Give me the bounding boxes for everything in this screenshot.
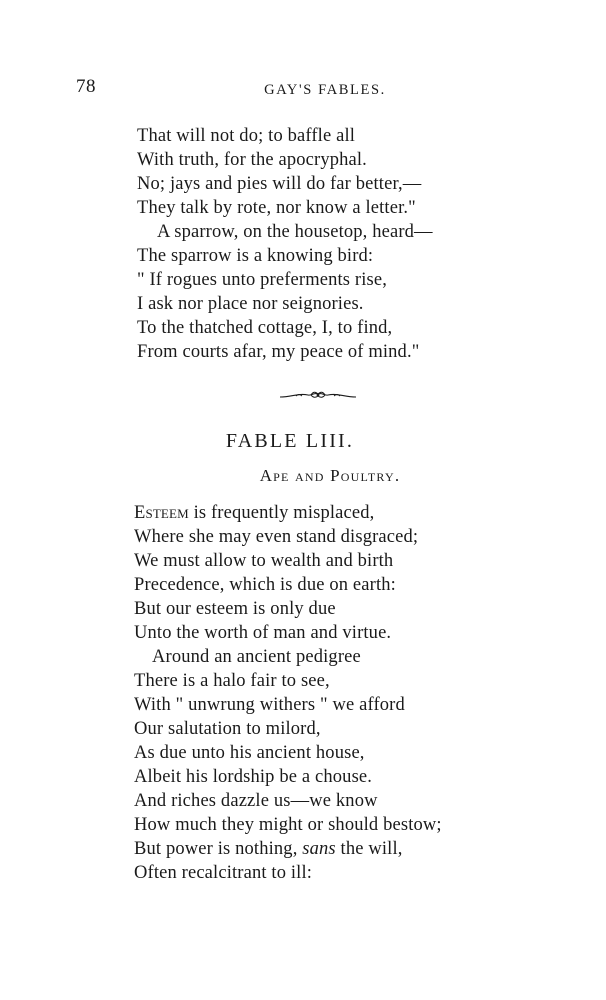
verse-line: With truth, for the apocryphal. <box>137 150 367 170</box>
verse-line <box>134 501 374 525</box>
verse-line-text: is frequently misplaced, <box>188 503 375 523</box>
verse-line: There is a halo fair to see, <box>134 671 330 691</box>
fable-subtitle: Ape and Poultry. <box>259 466 401 485</box>
verse-line: Around an ancient pedigree <box>152 647 361 667</box>
verse-line: With " unwrung withers " we afford <box>134 695 405 715</box>
verse-line: Precedence, which is due on earth: <box>134 575 396 595</box>
verse-line: Where she may even stand disgraced; <box>134 527 419 547</box>
verse-line: No; jays and pies will do far better,— <box>137 174 422 194</box>
fable-title: FABLE LIII. <box>225 430 355 452</box>
verse-line: Often recalcitrant to ill: <box>134 863 313 883</box>
running-header: GAY'S FABLES. <box>264 82 386 98</box>
verse-line: And riches dazzle us—we know <box>134 791 378 811</box>
verse-line: I ask nor place nor seignories. <box>137 294 364 314</box>
verse-line: As due unto his ancient house, <box>134 743 365 763</box>
verse-line: Unto the worth of man and virtue. <box>134 623 392 643</box>
verse-line-text: But power is nothing, <box>134 839 303 859</box>
drop-word: Esteem <box>134 503 189 523</box>
verse-line: To the thatched cottage, I, to find, <box>137 318 393 338</box>
verse-line: From courts afar, my peace of mind." <box>137 342 420 362</box>
verse-line: A sparrow, on the housetop, heard— <box>157 222 433 242</box>
verse-line: Our salutation to milord, <box>134 719 321 739</box>
page-number: 78 <box>76 76 96 97</box>
verse-line: They talk by rote, nor know a letter." <box>137 198 416 218</box>
verse-line: We must allow to wealth and birth <box>134 551 394 571</box>
verse-line: That will not do; to baffle all <box>137 126 356 146</box>
verse-line: Albeit his lordship be a chouse. <box>134 767 373 787</box>
verse-line-text: the will, <box>335 839 403 859</box>
flourish-ornament-icon <box>278 386 358 404</box>
verse-line: But our esteem is only due <box>134 599 336 619</box>
verse-line <box>134 837 403 861</box>
verse-line: How much they might or should bestow; <box>134 815 442 835</box>
verse-line: " If rogues unto preferments rise, <box>137 270 387 290</box>
verse-line: The sparrow is a knowing bird: <box>137 246 374 266</box>
italic-word: sans <box>302 839 336 859</box>
